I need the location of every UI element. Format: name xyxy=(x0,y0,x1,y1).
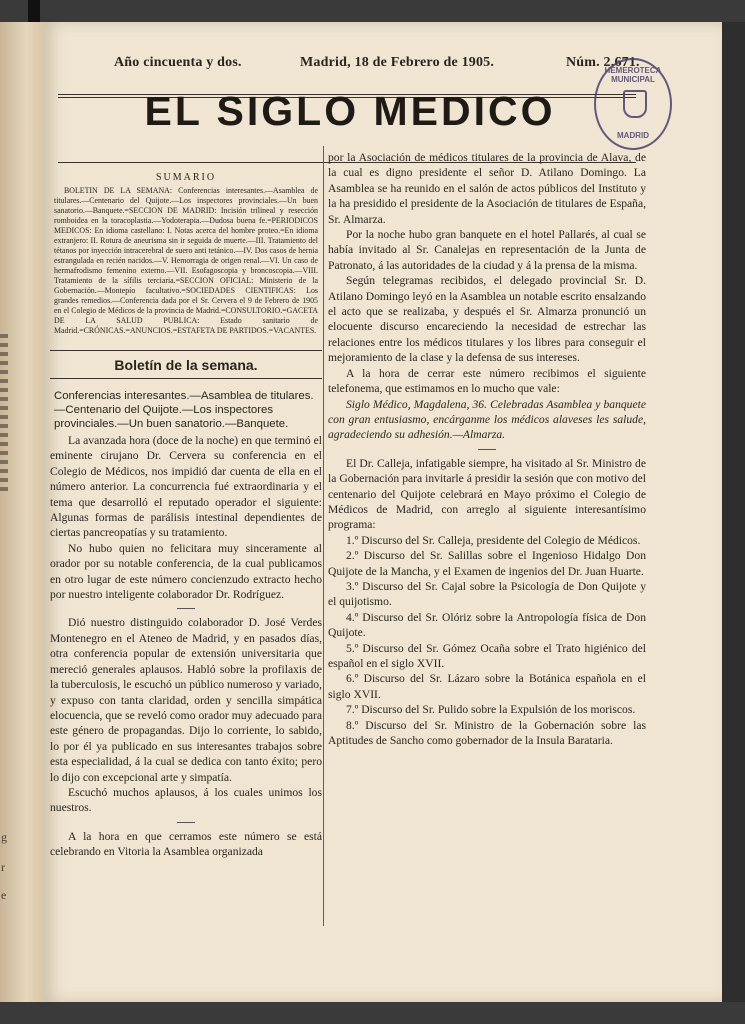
stamp-top-text: HEMEROTECA MUNICIPAL xyxy=(604,66,662,84)
paragraph: A la hora de cerrar este número recibimos el siguiente telefonema, que estimamos en lo mucho que vale: xyxy=(328,366,646,396)
margin-letter: g xyxy=(1,830,7,844)
right-column xyxy=(328,150,646,748)
section-lead: Conferencias interesantes.—Asamblea de titulares.—Centenario del Quijote.—Los inspectores provinciales.—Un buen sanatorio.—Banquete. xyxy=(54,390,314,430)
library-stamp xyxy=(594,58,672,150)
separator xyxy=(177,822,195,823)
coat-of-arms-icon xyxy=(623,90,647,118)
separator xyxy=(478,449,496,450)
ornament-column xyxy=(0,334,8,494)
paragraph: A la hora en que cerramos este número se está celebrando en Vitoria la Asamblea organizada xyxy=(50,829,322,859)
separator xyxy=(177,608,195,609)
section-heading: Boletín de la semana. xyxy=(50,350,322,379)
facing-page-edge xyxy=(0,22,46,1002)
left-column xyxy=(50,146,322,860)
scan-edge-tab xyxy=(28,0,40,22)
paragraph: Según telegramas recibidos, el delegado provincial Sr. D. Atilano Domingo leyó en la Asamblea un notable escrito ensalzando el acto que se realizaba, y después el Sr. Almarza pronunció un elocuente discurso encareciendo la necesidad de estrechar las relaciones entre los médicos titulares y los libres para conseguir el mejoramiento de la clase y la defensa de sus intereses. xyxy=(328,274,646,365)
program-item: 7.º Discurso del Sr. Pulido sobre la Expulsión de los moriscos. xyxy=(346,703,636,717)
margin-letter: r xyxy=(1,860,5,874)
masthead-title: EL SIGLO MEDICO xyxy=(144,88,556,134)
sumario-text: BOLETIN DE LA SEMANA: Conferencias interesantes.—Asamblea de titulares.—Centenario del Quijote.—Los inspectores provinciales.—Un buen sanatorio.—Banquete.=SECCION DE MADRID: Incisión trilineal y resección romboidea en la toracoplastia.—Yodoterapia.—Dudosa buena fe.=PERIODICOS MEDICOS: En idioma castellano: I. Notas acerca del hombre proteo.=En idioma extranjero: II. Rotura de aneurisma sin ir seguida de muerte.—III. Tratamiento del tétanos por inyección intracerebral de suero anti tetánico.—IV. Dos casos de hernia estrangulada en recién nacidos.—V. Hemorragia de origen renal.—VI. Un caso de hermafrodismo femenino externo.—VII. Esofagoscopia y broncoscopia.—VIII. Tratamiento de la sífilis terciaria.=SECCION OFICIAL: Ministerio de la Gobernación.—Montepío facultativo.=SOCIEDADES CIENTIFICAS: Los grandes remedios.—Conferencia dada por el Sr. Cervera el 9 de Febrero de 1905 en el Colegio de Médicos de la provincia de Madrid.=CONSULTORIO.=GACETA DE LA SALUD PUBLICA: Estado sanitario de Madrid.=CRÓNICAS.=ANUNCIOS.=ESTAFETA DE PARTIDOS.=VACANTES. xyxy=(54,186,318,335)
paragraph: No hubo quien no felicitara muy sinceramente al orador por su notable conferencia, de la cual publicamos en otro lugar de este número concienzudo extracto hecho por nuestro inteligente colaborador Dr. Rodríguez. xyxy=(50,541,322,602)
header-date: Madrid, 18 de Febrero de 1905. xyxy=(300,55,495,70)
column-divider xyxy=(323,146,324,926)
program-item: 3.º Discurso del Sr. Cajal sobre la Psicología de Don Quijote y el quijotismo. xyxy=(328,579,646,609)
program-item: 8.º Discurso del Sr. Ministro de la Gobernación sobre las Aptitudes de Sancho como gobernador de la Insula Barataria. xyxy=(328,718,646,748)
program-item: 5.º Discurso del Sr. Gómez Ocaña sobre el Trato higiénico del español en el siglo XVII. xyxy=(328,641,646,670)
program-item: 4.º Discurso del Sr. Olóriz sobre la Antropología física de Don Quijote. xyxy=(328,610,646,640)
header-number: Núm. 2.671. xyxy=(566,55,640,70)
stamp-bottom-text: MADRID xyxy=(617,131,649,140)
program-item: 2.º Discurso del Sr. Salillas sobre el Ingenioso Hidalgo Don Quijote de la Mancha, y el Examen de ingenios del Dr. Juan Huarte. xyxy=(328,549,646,578)
paragraph: por la Asociación de médicos titulares de la provincia de Alava, de la cual es digno presidente el señor D. Atilano Domingo. La Asamblea se ha reunido en el salón de actos públicos del Instituto y la ha presidido el presidente de la Asociación de titulares de España, Sr. Almarza. xyxy=(328,151,646,226)
margin-letter: e xyxy=(1,888,7,902)
sumario-heading: SUMARIO xyxy=(155,172,217,183)
header-year: Año cincuenta y dos. xyxy=(114,55,242,70)
paragraph: La avanzada hora (doce de la noche) en que terminó el eminente cirujano Dr. Cervera su conferencia en el Colegio de Médicos, nos impidió dar cuenta de ella en el número anterior. La concurrencia fué extraordinaria y el tema que desarrolló el reputado operador el siguiente: Algunas formas de parálisis intestinal dependientes de ciertas pancreopatías y su tratamiento. xyxy=(50,434,322,540)
scan-background-right xyxy=(722,22,745,1002)
paragraph: Dió nuestro distinguido colaborador D. José Verdes Montenegro en el Ateneo de Madrid, y en pasados días, otra conferencia popular de extensión universitaria que mereció generales aplausos. Habló sobre la profilaxis de la tuberculosis, le escuchó un público numeroso y variado, y expuso con tanta claridad, orden y sencilla simpática elocuencia, que se reveló como orador muy adecuado para este género de propagandas. Dijo lo corriente, lo sabido, lo por él ya publicado en sus interesantes trabajos sobre esta especialidad, á la cual se dedica con tanto éxito; pero lo dijo con excepcional arte y simpatía. xyxy=(50,616,322,784)
paragraph: Escuchó muchos aplausos, á los cuales unimos los nuestros. xyxy=(50,785,322,815)
paragraph: El Dr. Calleja, infatigable siempre, ha visitado al Sr. Ministro de la Gobernación para invitarle á presidir la sesión que con motivo del centenario del Quijote celebrará en Mayo próximo el Colegio de Médicos de Madrid, con arreglo al siguiente interesantísimo programa: xyxy=(328,456,646,532)
program-item: 1.º Discurso del Sr. Calleja, presidente del Colegio de Médicos. xyxy=(346,533,641,547)
paragraph: Por la noche hubo gran banquete en el hotel Pallarés, al cual se había invitado al Sr. Canalejas en representación de la Junta de Patronato, á las autoridades de la ciudad y á la prensa de la misma. xyxy=(328,228,646,272)
telegram-quote: Siglo Médico, Magdalena, 36. Celebradas Asamblea y banquete con gran entusiasmo, encárganme los médicos alaveses les salude, agradeciendo su adhesión.—Almarza. xyxy=(328,397,646,442)
program-item: 6.º Discurso del Sr. Lázaro sobre la Botánica española en el siglo XVII. xyxy=(328,672,646,701)
